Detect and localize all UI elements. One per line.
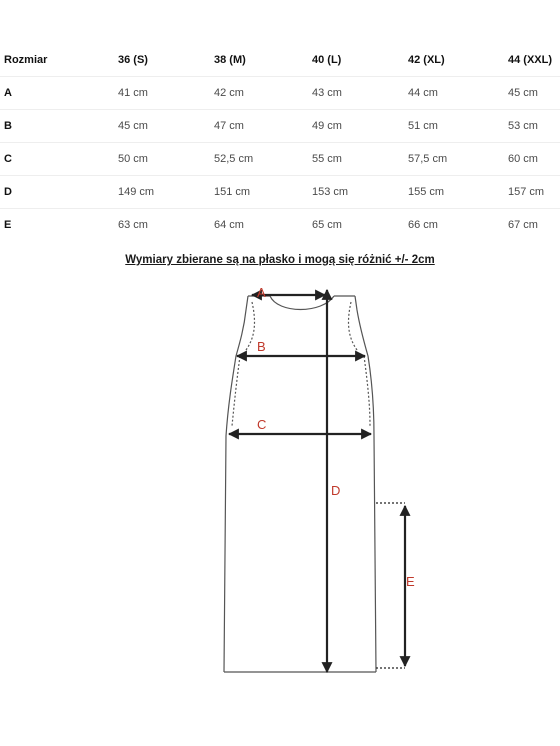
table-row — [0, 77, 560, 110]
dress-outline — [224, 296, 376, 672]
header-44: 44 (XXL) — [508, 44, 560, 77]
table-cell: 41 cm — [118, 77, 214, 110]
table-row — [0, 143, 560, 176]
measurement-note: Wymiary zbierane są na płasko i mogą się różnić +/- 2cm — [125, 254, 435, 266]
right-armhole — [349, 302, 357, 350]
header-42: 42 (XL) — [408, 44, 508, 77]
size-table — [0, 44, 560, 241]
dress-measurement-diagram — [0, 276, 560, 696]
table-cell: 49 cm — [312, 110, 408, 143]
header-size: Rozmiar — [0, 44, 118, 77]
dress-right-edge — [355, 296, 376, 672]
table-cell: 53 cm — [508, 110, 560, 143]
dress-neckline — [270, 296, 334, 310]
table-cell: 50 cm — [118, 143, 214, 176]
table-cell: 44 cm — [408, 77, 508, 110]
table-cell: 60 cm — [508, 143, 560, 176]
table-cell: 155 cm — [408, 176, 508, 209]
table-cell: 55 cm — [312, 143, 408, 176]
label-c: C — [257, 417, 267, 432]
measurement-arrows — [229, 290, 405, 672]
label-a: A — [257, 285, 266, 300]
table-cell: 153 cm — [312, 176, 408, 209]
row-label: B — [0, 110, 118, 143]
table-cell: 157 cm — [508, 176, 560, 209]
dress-left-edge — [224, 296, 248, 672]
row-label: A — [0, 77, 118, 110]
label-b: B — [257, 339, 266, 354]
row-label: E — [4, 219, 12, 231]
table-header-row — [0, 44, 560, 77]
table-row — [0, 110, 560, 143]
table-cell: 67 cm — [508, 219, 538, 231]
left-armhole — [246, 302, 254, 350]
table-cell: 45 cm — [118, 110, 214, 143]
table-cell: 149 cm — [118, 176, 214, 209]
guide-lines — [376, 503, 405, 668]
row-label: C — [0, 143, 118, 176]
table-cell: 45 cm — [508, 77, 560, 110]
table-cell: 65 cm — [312, 219, 342, 231]
table-cell: 52,5 cm — [214, 143, 312, 176]
table-cell: 63 cm — [118, 219, 148, 231]
table-cell: 151 cm — [214, 176, 312, 209]
header-38: 38 (M) — [214, 44, 312, 77]
table-cell: 64 cm — [214, 219, 244, 231]
header-36: 36 (S) — [118, 44, 214, 77]
table-cell: 42 cm — [214, 77, 312, 110]
table-cell: 51 cm — [408, 110, 508, 143]
table-row — [0, 176, 560, 209]
row-label: D — [0, 176, 118, 209]
table-cell: 57,5 cm — [408, 143, 508, 176]
label-d: D — [331, 483, 341, 498]
header-40: 40 (L) — [312, 44, 408, 77]
left-side-seam — [232, 356, 240, 426]
table-cell: 43 cm — [312, 77, 408, 110]
table-cell: 47 cm — [214, 110, 312, 143]
label-e: E — [406, 574, 415, 589]
table-cell: 66 cm — [408, 219, 438, 231]
table-row — [0, 209, 560, 242]
